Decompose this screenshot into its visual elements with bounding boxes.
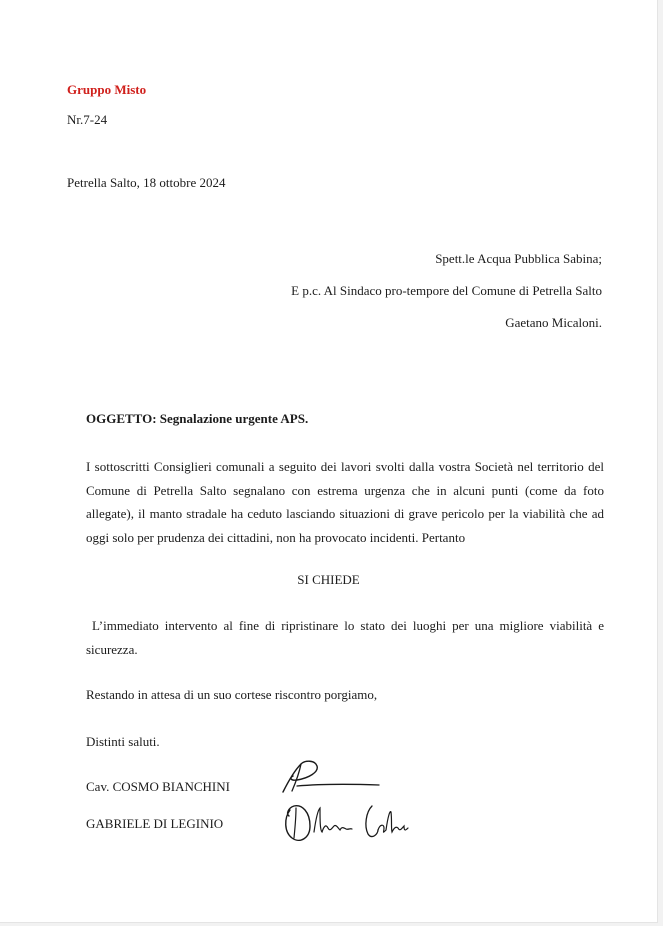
body-line: I sottoscritti Consiglieri comunali a seguito dei lavori svolti dalla vostra Società nel territorio del xyxy=(86,459,604,474)
recipient-line-2: E p.c. Al Sindaco pro-tempore del Comune di Petrella Salto xyxy=(291,283,602,298)
signature-1 xyxy=(275,758,390,798)
greeting: Distinti saluti. xyxy=(86,734,160,749)
group-name: Gruppo Misto xyxy=(67,82,147,97)
body-line: Comune di Petrella Salto segnalano con estrema urgenza che in alcuni punti (come da foto xyxy=(86,482,604,498)
closing-sentence: Restando in attesa di un suo cortese riscontro porgiamo, xyxy=(86,687,378,702)
body-line: L’immediato intervento al fine di ripristinare lo stato dei luoghi per una migliore viabilità e xyxy=(86,618,604,633)
signatory-name-1: Cav. COSMO BIANCHINI xyxy=(86,779,230,794)
subject-line: OGGETTO: Segnalazione urgente APS. xyxy=(86,411,309,426)
body-line: oggi solo per prudenza dei cittadini, non ha provocato incidenti. Pertanto xyxy=(86,529,466,545)
body-line: allegate), il manto stradale ha ceduto lasciando situazioni di grave pericolo per la viabilità che ad xyxy=(86,506,604,521)
body-line: sicurezza. xyxy=(86,641,138,657)
body-paragraph-2 xyxy=(86,614,604,661)
signature-2 xyxy=(280,798,415,848)
reference-number: Nr.7-24 xyxy=(67,112,108,127)
body-paragraph-1 xyxy=(86,455,604,549)
request-heading: SI CHIEDE xyxy=(297,572,360,587)
signatory-name-2: GABRIELE DI LEGINIO xyxy=(86,816,224,831)
place-and-date: Petrella Salto, 18 ottobre 2024 xyxy=(67,175,226,190)
recipient-line-1: Spett.le Acqua Pubblica Sabina; xyxy=(435,251,602,266)
recipient-line-3: Gaetano Micaloni. xyxy=(505,315,602,330)
